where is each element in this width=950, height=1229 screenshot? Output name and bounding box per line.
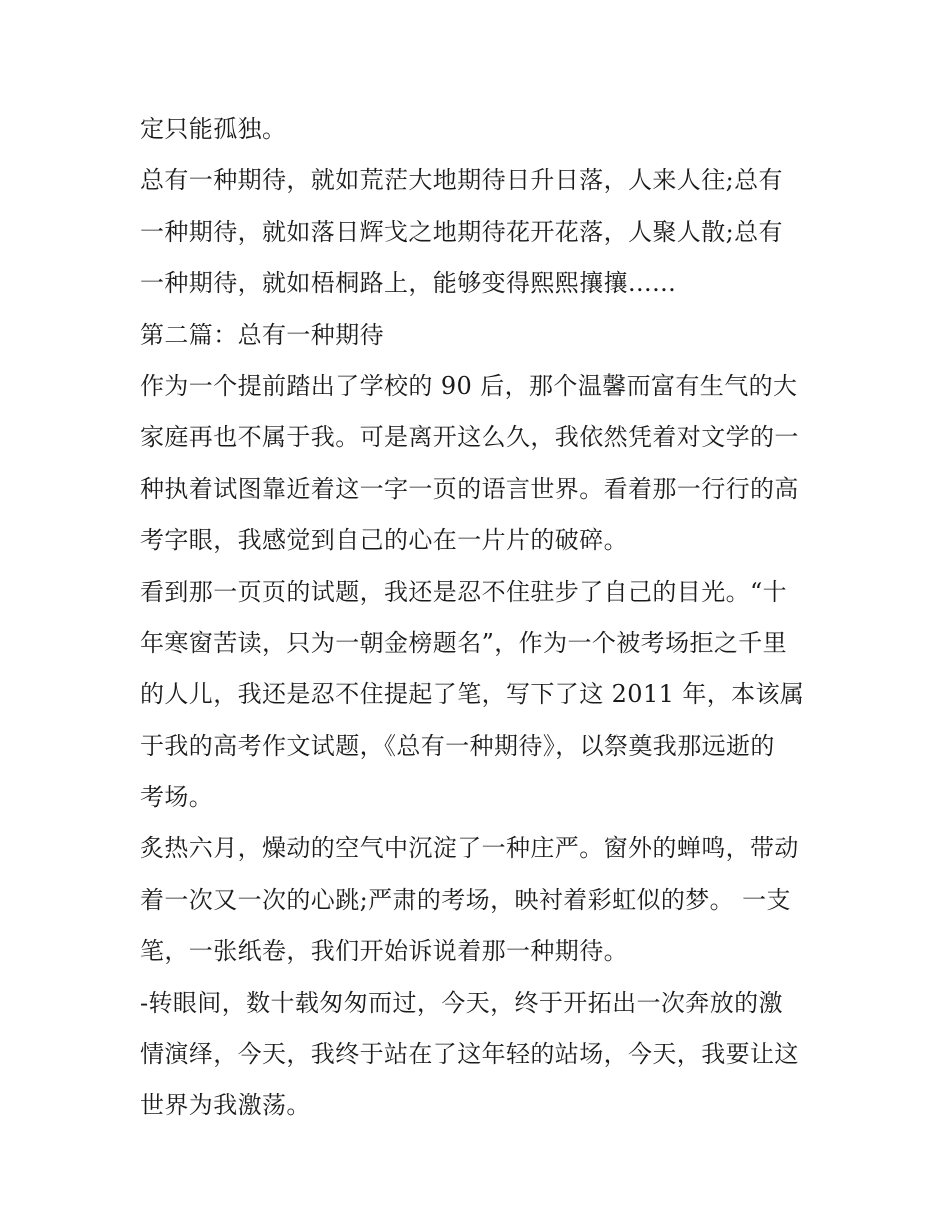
- text-line: -转眼间，数十载匆匆而过，今天，终于开拓出一次奔放的激: [140, 988, 783, 1017]
- text-line: 总有一种期待，就如荒茫大地期待日升日落，人来人往;总有: [140, 166, 783, 195]
- section-heading: 第二篇：总有一种期待: [140, 320, 384, 349]
- text-line: 家庭再也不属于我。可是离开这么久，我依然凭着对文学的一: [140, 423, 799, 452]
- text-line: 一种期待，就如梧桐路上，能够变得熙熙攘攘......: [140, 269, 677, 298]
- text-line: 一种期待，就如落日辉戈之地期待花开花落，人聚人散;总有: [140, 217, 783, 246]
- text-line: 于我的高考作文试题，《总有一种期待》，以祭奠我那远逝的: [140, 731, 775, 760]
- text-line: 世界为我激荡。: [140, 1091, 311, 1120]
- text-line: 炙热六月，燥动的空气中沉淀了一种庄严。窗外的蝉鸣，带动: [140, 834, 799, 863]
- text-line: 笔，一张纸卷，我们开始诉说着那一种期待。: [140, 937, 628, 966]
- text-line: 作为一个提前踏出了学校的 90 后，那个温馨而富有生气的大: [140, 371, 798, 400]
- text-line: 着一次又一次的心跳;严肃的考场，映衬着彩虹似的梦。 一支: [140, 885, 791, 914]
- text-line: 看到那一页页的试题，我还是忍不住驻步了自己的目光。“十: [140, 577, 788, 606]
- text-line: 种执着试图靠近着这一字一页的语言世界。看着那一行行的高: [140, 474, 799, 503]
- text-line: 定只能孤独。: [140, 115, 287, 143]
- document-body: [140, 104, 820, 1132]
- text-line: 年寒窗苦读，只为一朝金榜题名”，作为一个被考场拒之千里: [140, 628, 788, 657]
- text-line: 情演绎，今天，我终于站在了这年轻的站场，今天，我要让这: [140, 1040, 799, 1069]
- text-line: 考字眼，我感觉到自己的心在一片片的破碎。: [140, 526, 628, 555]
- text-line: 考场。: [140, 783, 214, 812]
- text-line: 的人儿，我还是忍不住提起了笔，写下了这 2011 年，本该属: [140, 680, 805, 709]
